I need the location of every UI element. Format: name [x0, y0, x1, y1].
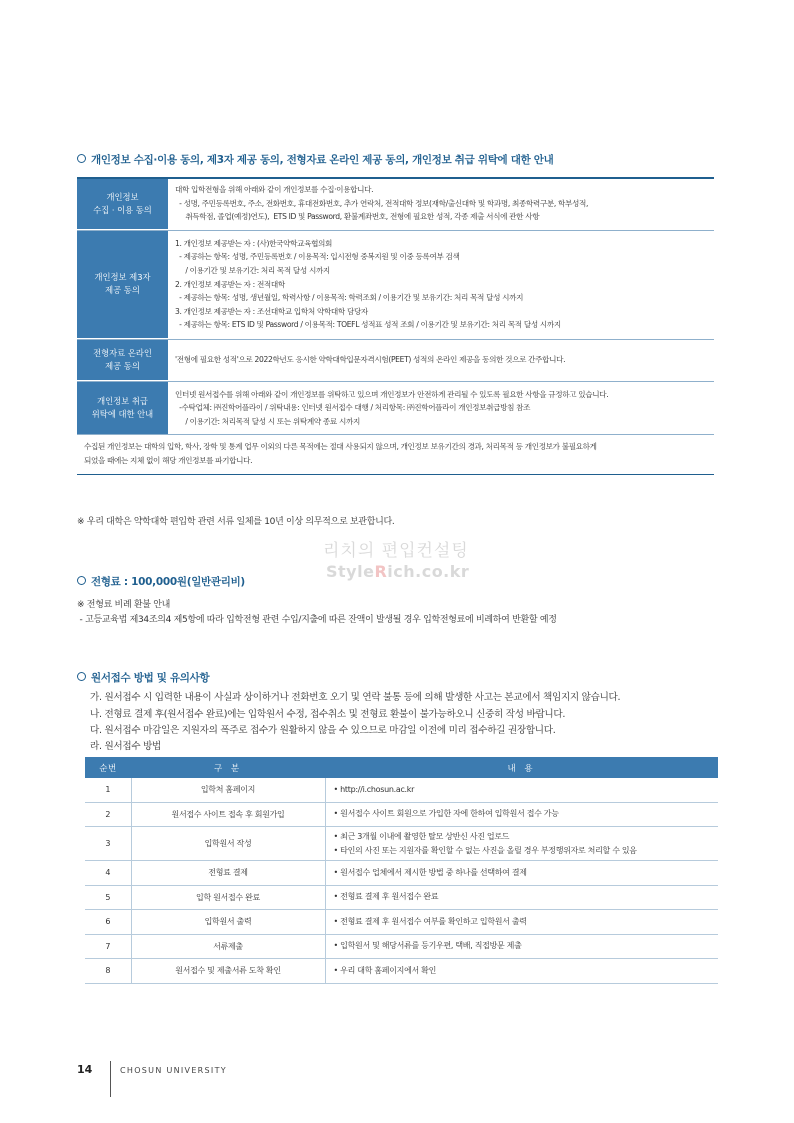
circle-bullet-icon [77, 672, 86, 681]
table-row: 7 서류제출 • 입학원서 및 해당서류를 등기우편, 택배, 직접방문 제출 [85, 934, 718, 959]
watermark-text: 리치의 편입컨설팅 [323, 541, 469, 561]
circle-bullet-icon [77, 576, 86, 585]
privacy-row-label: 개인정보 취급 위탁에 대한 안내 [77, 382, 168, 435]
table-row: 8 원서접수 및 제출서류 도착 확인 • 우리 대학 홈페이지에서 확인 [85, 959, 718, 984]
application-item: 다. 원서접수 마감일은 지원자의 폭주로 접수가 원활하지 않을 수 있으므로 마감일 이전에 미리 접수하길 권장합니다. [90, 725, 556, 736]
fee-refund-heading: ※ 전형료 비례 환불 안내 [77, 600, 171, 610]
retention-remark: ※ 우리 대학은 약학대학 편입학 관련 서류 일체를 10년 이상 의무적으로 보관합니다. [77, 517, 395, 527]
privacy-row-online [77, 340, 714, 382]
application-item: 라. 원서접수 방법 [90, 741, 162, 752]
header-category: 구 분 [131, 757, 325, 778]
privacy-row-label: 개인정보 수집 · 이용 동의 [77, 179, 168, 230]
application-item: 가. 원서접수 시 입력한 내용이 사실과 상이하거나 전화번호 오기 및 연락 불통 등에 의해 발생한 사고는 본교에서 책임지지 않습니다. [90, 692, 621, 703]
table-header-row [85, 757, 718, 778]
privacy-row-third-party [77, 231, 714, 340]
privacy-row-content: 1. 개인정보 제공받는 자 : (사)한국약학교육협의회 - 제공하는 항목: 성명, 주민등록번호 / 이용목적: 입시전형 중복지원 및 이중 등록여부 검색 / 이용기간 및 보유기간: 처리 목적 달성 시까지 2. 개인정보 제공받는 자 : 전적대학 - 제공하는 항목: 성명, 생년월일, 학력사항 / 이용목적: 학력조회 / 이용기간 및 보유기간: 처리 목적 달성 시까지 3. 개인정보 제공받는 자 : 조선대학교 입학처 약학대학 담당자 - 제공하는 항목: ETS ID 및 Password / 이용목적: TOEFL 성적표 성적 조회 / 이용기간 및 보유기간: 처리 목적 달성 시까지 [175, 238, 561, 330]
privacy-table [77, 177, 714, 475]
header-content: 내 용 [325, 757, 718, 778]
table-row: 5 입학 원서접수 완료 • 전형료 결제 후 원서접수 완료 [85, 885, 718, 910]
circle-bullet-icon [77, 154, 86, 163]
section-title-application: 원서접수 방법 및 유의사항 [77, 670, 209, 685]
table-row: 4 전형료 결제 • 원서접수 업체에서 제시한 방법 중 하나를 선택하여 결제 [85, 861, 718, 886]
table-row: 3 입학원서 작성 • 최근 3개월 이내에 촬영한 탈모 상반신 사진 업로드 • 타인의 사진 또는 지원자를 확인할 수 없는 사진을 올릴 경우 부정행위자로 처리할 수 있음 [85, 827, 718, 861]
footer-university: CHOSUN UNIVERSITY [120, 1066, 227, 1075]
privacy-row-content: 대학 입학전형을 위해 아래와 같이 개인정보를 수집·이용합니다. - 성명, 주민등록번호, 주소, 전화번호, 휴대전화번호, 추가 연락처, 전적대학 정보(재학/출신대학 및 학과명, 최종학력구분, 학부성적, 취득학점, 졸업(예정)연도), ETS ID 및 Password, 환불계좌번호, 전형에 필요한 성적, 각종 제출 서식에 관한 사항 [175, 185, 589, 222]
footer-divider [110, 1061, 111, 1097]
page-number: 14 [77, 1063, 93, 1076]
application-method-table [85, 757, 718, 984]
privacy-row-content: 인터넷 원서접수를 위해 아래와 같이 개인정보를 위탁하고 있으며 개인정보가 안전하게 관리될 수 있도록 필요한 사항을 규정하고 있습니다. -수탁업체: ㈜진학어플라이 / 위탁내용: 인터넷 원서접수 대행 / 처리항목: ㈜진학어플라이 개인정보취급방침 참조 / 이용기간: 처리목적 달성 시 또는 위탁계약 종료 시까지 [175, 389, 609, 426]
privacy-note: 수집된 개인정보는 대학의 입학, 학사, 장학 및 통계 업무 이외의 다른 목적에는 절대 사용되지 않으며, 개인정보 보유기간의 경과, 처리목적 등 개인정보가 불필요하게 되었을 때에는 지체 없이 해당 개인정보를 파기합니다. [84, 442, 597, 466]
table-row: 2 원서접수 사이트 접속 후 회원가입 • 원서접수 사이트 회원으로 가입한 자에 한하여 입학원서 접수 가능 [85, 802, 718, 827]
privacy-row-collect [77, 179, 714, 231]
table-row: 1 입학처 홈페이지 • http://i.chosun.ac.kr [85, 778, 718, 802]
watermark-url: StyleRich.co.kr [326, 562, 470, 581]
header-no: 순번 [85, 757, 131, 778]
privacy-row-label: 전형자료 온라인 제공 동의 [77, 340, 168, 381]
table-row: 6 입학원서 출력 • 전형료 결제 후 원서접수 여부를 확인하고 입학원서 출력 [85, 910, 718, 935]
privacy-row-content: '전형에 필요한 성적'으로 2022학년도 응시한 약학대학입문자격시험(PEET) 성적의 온라인 제공을 동의한 것으로 간주합니다. [175, 354, 566, 364]
section-title-privacy: 개인정보 수집·이용 동의, 제3자 제공 동의, 전형자료 온라인 제공 동의, 개인정보 취급 위탁에 대한 안내 [77, 152, 553, 167]
privacy-row-label: 개인정보 제3자 제공 동의 [77, 231, 168, 339]
privacy-row-outsourcing [77, 382, 714, 436]
section-title-fee: 전형료 : 100,000원(일반관리비) [77, 574, 245, 589]
fee-refund-detail: - 고등교육법 제34조의4 제5항에 따라 입학전형 관련 수입/지출에 따른 잔액이 발생될 경우 입학전형료에 비례하여 반환할 예정 [77, 615, 557, 625]
application-item: 나. 전형료 결제 후(원서접수 완료)에는 입학원서 수정, 접수취소 및 전형료 환불이 불가능하오니 신중히 작성 바랍니다. [90, 709, 566, 720]
